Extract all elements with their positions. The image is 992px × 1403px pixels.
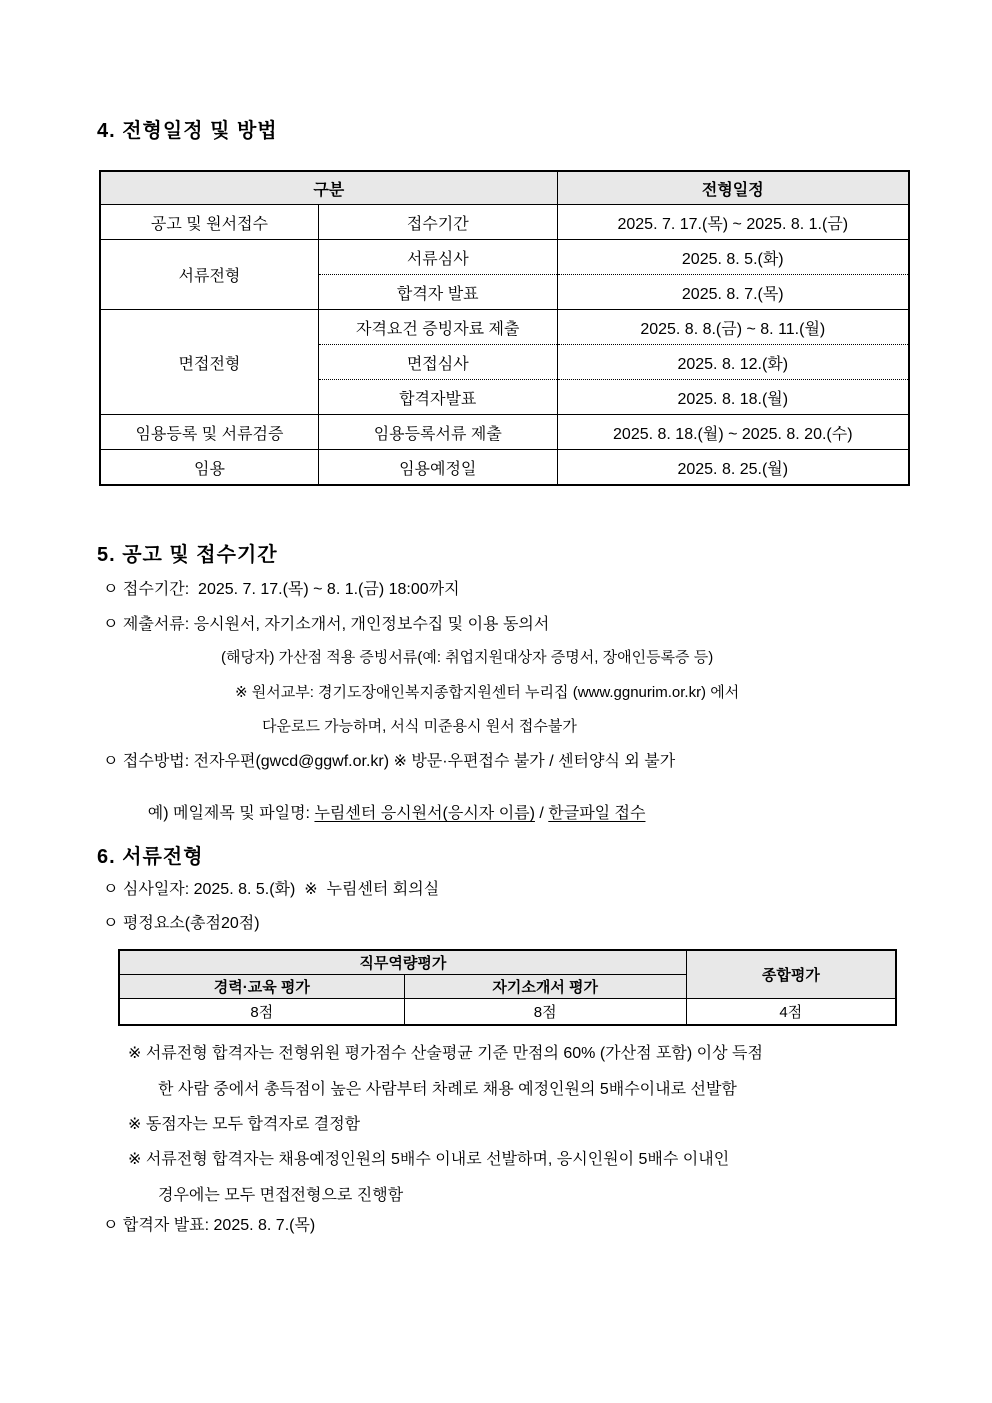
cell-step: 접수기간 [318,205,557,240]
header-competency: 직무역량평가 [119,950,686,975]
table-row [100,205,909,240]
cell-step: 합격자 발표 [318,275,557,310]
evaluation-table [118,949,897,1026]
form-download-line2: 다운로드 가능하며, 서식 미준용시 원서 접수불가 [262,718,577,735]
section5-heading: 5. 공고 및 접수기간 [97,544,278,566]
cell-step: 서류심사 [318,240,557,275]
section6-heading: 6. 서류전형 [97,846,204,868]
header-cover-letter: 자기소개서 평가 [404,975,686,999]
cell-date: 2025. 8. 18.(월) ~ 2025. 8. 20.(수) [557,415,909,450]
mail-example-separator: / [534,805,549,822]
cell-date: 2025. 7. 17.(목) ~ 2025. 8. 1.(금) [557,205,909,240]
result-announcement-line: ㅇ 합격자 발표: 2025. 8. 7.(목) [103,1217,316,1234]
form-download-line1: ※ 원서교부: 경기도장애인복지종합지원센터 누리집 (www.ggnurim.or.kr) 에서 [235,684,740,701]
cell-date: 2025. 8. 12.(화) [557,345,909,380]
schedule-table-header-row [100,171,909,205]
mail-example-format: 한글파일 접수 [548,805,646,822]
cell-date: 2025. 8. 18.(월) [557,380,909,415]
schedule-table [99,170,910,486]
cell-date: 2025. 8. 5.(화) [557,240,909,275]
evaluation-header-row [119,950,896,975]
value-overall: 4점 [686,999,896,1026]
header-overall: 종합평가 [686,950,896,999]
bonus-documents-line: (해당자) 가산점 적용 증빙서류(예: 취업지원대상자 증명서, 장애인등록증 등) [221,649,714,666]
note1-line2: 한 사람 중에서 총득점이 높은 사람부터 차례로 채용 예정인원의 5배수이내로 선발함 [158,1081,737,1098]
table-row [100,415,909,450]
review-date-line: ㅇ 심사일자: 2025. 8. 5.(화) ※ 누림센터 회의실 [103,881,440,898]
schedule-header-dates: 전형일정 [557,171,909,205]
cell-step: 합격자발표 [318,380,557,415]
cell-category: 공고 및 원서접수 [100,205,318,240]
cell-step: 임용예정일 [318,450,557,486]
table-row [100,310,909,345]
table-row [100,240,909,275]
criteria-line: ㅇ 평정요소(총점20점) [103,915,260,932]
cell-category: 임용등록 및 서류검증 [100,415,318,450]
mail-example-prefix: 예) 메일제목 및 파일명: [147,805,315,822]
value-career: 8점 [119,999,404,1026]
cell-category: 임용 [100,450,318,486]
cell-step: 면접심사 [318,345,557,380]
cell-step: 임용등록서류 제출 [318,415,557,450]
note3-line1: ※ 서류전형 합격자는 채용예정인원의 5배수 이내로 선발하며, 응시인원이 5배수 이내인 [128,1151,730,1168]
schedule-header-category: 구분 [100,171,557,205]
header-career: 경력·교육 평가 [119,975,404,999]
note2-line1: ※ 동점자는 모두 합격자로 결정함 [128,1116,361,1133]
cell-date: 2025. 8. 8.(금) ~ 8. 11.(월) [557,310,909,345]
application-period-line: ㅇ 접수기간: 2025. 7. 17.(목) ~ 8. 1.(금) 18:00까지 [103,581,460,598]
cell-step: 자격요건 증빙자료 제출 [318,310,557,345]
section4-heading: 4. 전형일정 및 방법 [97,120,278,142]
required-documents-line: ㅇ 제출서류: 응시원서, 자기소개서, 개인정보수집 및 이용 동의서 [103,616,550,633]
mail-example-filename: 누림센터 응시원서(응시자 이름) [314,805,535,822]
cell-category: 서류전형 [100,240,318,310]
application-method-line: ㅇ 접수방법: 전자우편(gwcd@ggwf.or.kr) ※ 방문·우편접수 불가 / 센터양식 외 불가 [103,753,676,770]
cell-date: 2025. 8. 7.(목) [557,275,909,310]
mail-example-line [130,782,645,841]
note1-line1: ※ 서류전형 합격자는 전형위원 평가점수 산술평균 기준 만점의 60% (가산점 포함) 이상 득점 [128,1045,763,1062]
cell-category: 면접전형 [100,310,318,415]
value-cover-letter: 8점 [404,999,686,1026]
table-row [100,450,909,486]
note3-line2: 경우에는 모두 면접전형으로 진행함 [158,1187,404,1204]
evaluation-values-row [119,999,896,1026]
cell-date: 2025. 8. 25.(월) [557,450,909,486]
